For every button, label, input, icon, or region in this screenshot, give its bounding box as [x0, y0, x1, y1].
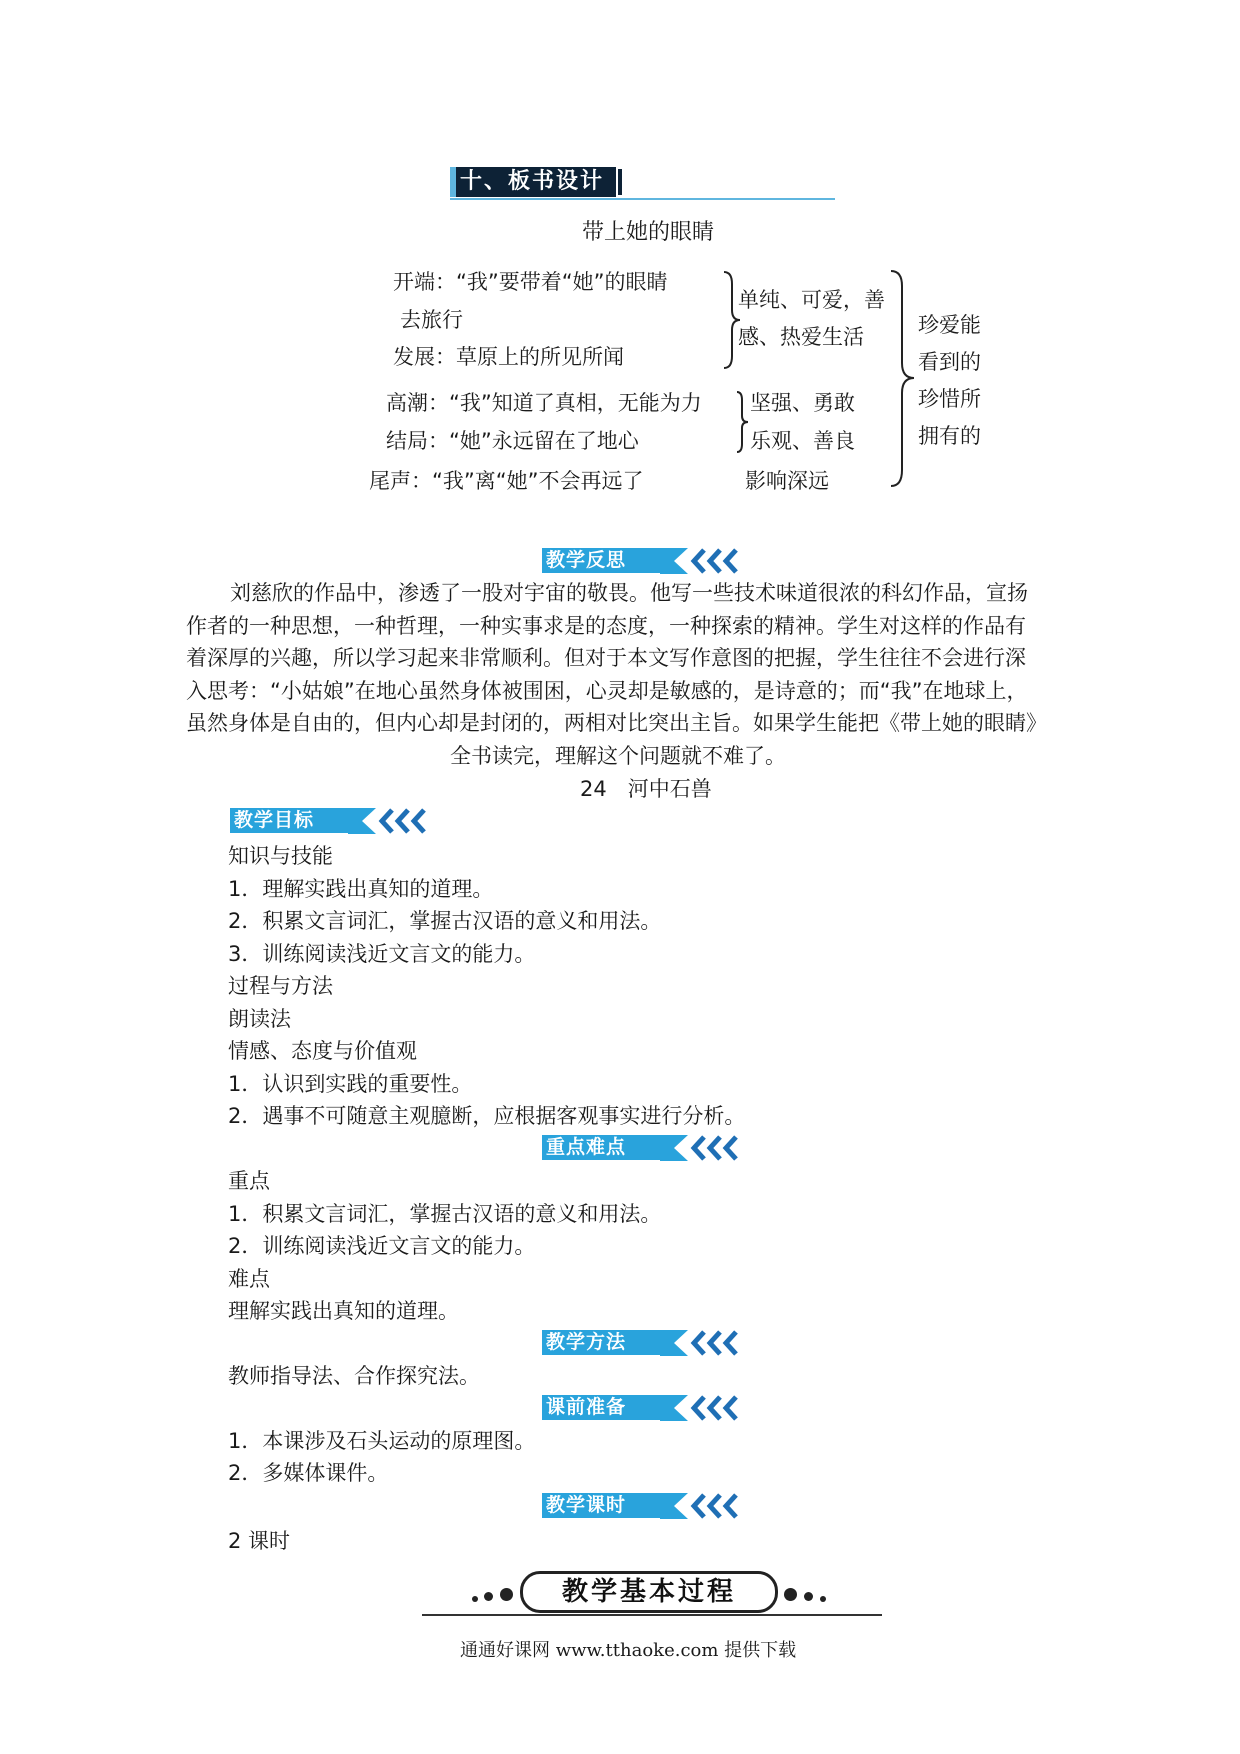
board-epilogue: 尾声：“我”离“她”不会再远了 — [369, 469, 644, 493]
board-epilogue-trait: 影响深远 — [745, 469, 829, 493]
preparation-item-2: 2．多媒体课件。 — [228, 1461, 389, 1485]
board-theme-1: 珍爱能 — [918, 313, 981, 337]
reflection-line-5: 虽然身体是自由的，但内心却是封闭的，两相对比突出主旨。如果学生能把《带上她的眼睛》 — [186, 711, 1047, 735]
section-10-header-rule — [450, 198, 835, 200]
emotion-item-1: 1．认识到实践的重要性。 — [228, 1072, 473, 1096]
goals-banner-label: 教学目标 — [230, 808, 358, 833]
process-text: 朗读法 — [228, 1007, 291, 1031]
key-item-1: 1．积累文言词汇，掌握古汉语的意义和用法。 — [228, 1202, 662, 1226]
methods-text: 教师指导法、合作探究法。 — [228, 1364, 480, 1388]
chevron-left-icon — [660, 1393, 760, 1423]
key-points-banner — [542, 1133, 762, 1163]
lesson-24-title: 24 河中石兽 — [580, 777, 712, 801]
board-group-1-line-1: 单纯、可爱，善 — [738, 288, 885, 312]
reflection-line-2: 作者的一种思想，一种哲理，一种实事求是的态度，一种探索的精神。学生对这样的作品有 — [186, 614, 1026, 638]
knowledge-item-3: 3．训练阅读浅近文言文的能力。 — [228, 942, 536, 966]
chevron-left-icon — [348, 806, 448, 836]
emotion-heading: 情感、态度与价值观 — [228, 1039, 417, 1063]
decor-dot — [472, 1596, 478, 1602]
chevron-left-icon — [660, 546, 760, 576]
reflection-line-1: 刘慈欣的作品中，渗透了一股对宇宙的敬畏。他写一些技术味道很浓的科幻作品，宣扬 — [230, 581, 1028, 605]
decor-dot — [784, 1588, 797, 1601]
chevron-left-icon — [660, 1328, 760, 1358]
preparation-item-1: 1．本课涉及石头运动的原理图。 — [228, 1429, 536, 1453]
brace-theme — [888, 268, 918, 490]
emotion-item-2: 2．遇事不可随意主观臆断，应根据客观事实进行分析。 — [228, 1104, 746, 1128]
hours-text: 2 课时 — [228, 1529, 291, 1553]
decor-dot — [820, 1596, 826, 1602]
board-theme-3: 珍惜所 — [918, 387, 981, 411]
board-start-line-1: 开端：“我”要带着“她”的眼睛 — [393, 270, 668, 294]
process-banner — [462, 1566, 842, 1616]
board-development: 发展：草原上的所见所闻 — [393, 345, 624, 369]
process-banner-text: 教学基本过程 — [561, 1577, 736, 1607]
goals-banner — [230, 806, 450, 836]
board-title: 带上她的眼睛 — [582, 220, 715, 245]
board-group-1-line-2: 感、热爱生活 — [738, 325, 864, 349]
board-theme-2: 看到的 — [918, 350, 981, 374]
key-item-2: 2．训练阅读浅近文言文的能力。 — [228, 1234, 536, 1258]
reflection-line-4: 入思考：“小姑娘”在地心虽然身体被围困，心灵却是敏感的，是诗意的；而“我”在地球上， — [186, 679, 1028, 703]
reflection-line-6: 全书读完，理解这个问题就不难了。 — [450, 744, 786, 768]
board-theme-4: 拥有的 — [918, 424, 981, 448]
preparation-banner — [542, 1393, 762, 1423]
hours-banner-label: 教学课时 — [542, 1493, 670, 1518]
reflection-line-3: 着深厚的兴趣，所以学习起来非常顺利。但对于本文写作意图的把握，学生往往不会进行深 — [186, 646, 1026, 670]
section-10-header-text: 十、板书设计 — [460, 169, 605, 194]
section-10-header-bar — [618, 169, 622, 195]
key-points-banner-label: 重点难点 — [542, 1135, 670, 1160]
board-climax: 高潮：“我”知道了真相，无能为力 — [386, 391, 702, 415]
methods-banner-label: 教学方法 — [542, 1330, 670, 1355]
methods-banner — [542, 1328, 762, 1358]
decor-dot — [500, 1588, 513, 1601]
reflection-banner-label: 教学反思 — [542, 548, 670, 573]
board-ending: 结局：“她”永远留在了地心 — [386, 429, 639, 453]
decor-dot — [804, 1592, 813, 1601]
hours-banner — [542, 1491, 762, 1521]
process-banner-rule — [422, 1614, 882, 1616]
decor-dot — [484, 1592, 493, 1601]
process-heading: 过程与方法 — [228, 974, 333, 998]
board-climax-trait: 坚强、勇敢 — [750, 391, 855, 415]
chevron-left-icon — [660, 1133, 760, 1163]
knowledge-item-2: 2．积累文言词汇，掌握古汉语的意义和用法。 — [228, 909, 662, 933]
preparation-banner-label: 课前准备 — [542, 1395, 670, 1420]
reflection-banner — [542, 546, 762, 576]
board-ending-trait: 乐观、善良 — [750, 429, 855, 453]
knowledge-item-1: 1．理解实践出真知的道理。 — [228, 877, 494, 901]
difficult-heading: 难点 — [228, 1267, 270, 1291]
difficult-text: 理解实践出真知的道理。 — [228, 1299, 459, 1323]
chevron-left-icon — [660, 1491, 760, 1521]
board-start-line-2: 去旅行 — [400, 308, 463, 332]
key-heading: 重点 — [228, 1169, 270, 1193]
footer-text: 通通好课网 www.tthaoke.com 提供下载 — [460, 1640, 797, 1661]
knowledge-heading: 知识与技能 — [228, 844, 333, 868]
brace-group-2 — [735, 390, 751, 454]
